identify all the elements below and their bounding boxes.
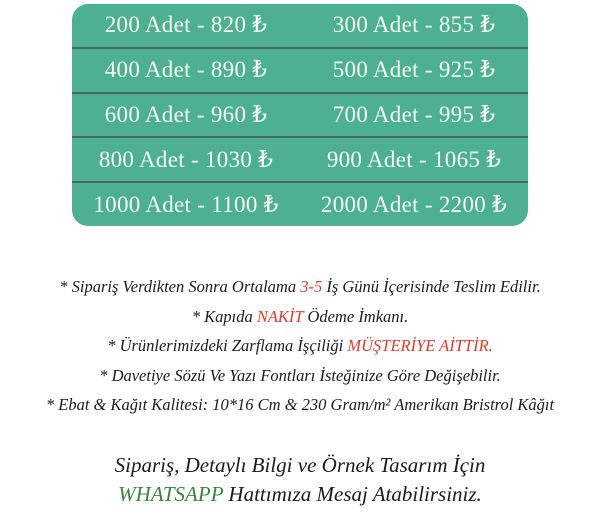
footer-line-2 — [0, 480, 600, 509]
price-cell: 500 Adet - 925 ₺ — [332, 57, 496, 83]
note-highlight: NAKİT — [256, 306, 304, 326]
footer-line-1 — [0, 451, 600, 480]
price-cell: 700 Adet - 995 ₺ — [332, 101, 496, 127]
price-table — [72, 4, 528, 226]
footer-text: Hattımıza Mesaj Atabilirsiniz. — [223, 481, 482, 506]
table-row — [72, 47, 528, 92]
price-cell: 600 Adet - 960 ₺ — [104, 101, 268, 127]
note-line — [0, 331, 600, 361]
note-line — [0, 390, 600, 420]
price-cell: 200 Adet - 820 ₺ — [104, 12, 268, 38]
price-cell: 900 Adet - 1065 ₺ — [326, 146, 502, 172]
notes-section — [0, 272, 600, 420]
note-line — [0, 361, 600, 391]
note-highlight: 3-5 — [300, 277, 323, 296]
price-cell: 400 Adet - 890 ₺ — [104, 57, 268, 83]
table-row — [72, 4, 528, 47]
note-text: * Ebat & Kağıt Kalitesi: 10*16 Cm & 230 Gram/m² Amerikan Bristrol Kâğıt — [45, 395, 555, 414]
price-cell: 2000 Adet - 2200 ₺ — [320, 191, 508, 217]
price-cell: 300 Adet - 855 ₺ — [332, 12, 496, 38]
note-text: * Kapıda — [191, 306, 257, 326]
footer-section — [0, 451, 600, 508]
note-text: * Ürünlerimizdeki Zarflama İşçiliği — [107, 336, 348, 355]
table-row — [72, 92, 528, 137]
note-line — [0, 302, 600, 332]
price-cell: 1000 Adet - 1100 ₺ — [93, 191, 279, 217]
note-text: İş Günü İçerisinde Teslim Edilir. — [322, 277, 541, 296]
table-row — [72, 181, 528, 226]
table-row — [72, 136, 528, 181]
note-text: * Davetiye Sözü Ve Yazı Fontları İsteğinize Göre Değişebilir. — [99, 365, 501, 385]
note-text: Ödeme İmkanı. — [303, 306, 409, 326]
footer-text: Sipariş, Detaylı Bilgi ve Örnek Tasarım İçin — [114, 453, 486, 477]
note-text: * Sipariş Verdikten Sonra Ortalama — [59, 277, 301, 296]
note-highlight: MÜŞTERİYE AİTTİR. — [347, 336, 493, 355]
note-line — [0, 272, 600, 302]
price-cell: 800 Adet - 1030 ₺ — [98, 146, 274, 172]
whatsapp-highlight: WHATSAPP — [118, 481, 224, 506]
